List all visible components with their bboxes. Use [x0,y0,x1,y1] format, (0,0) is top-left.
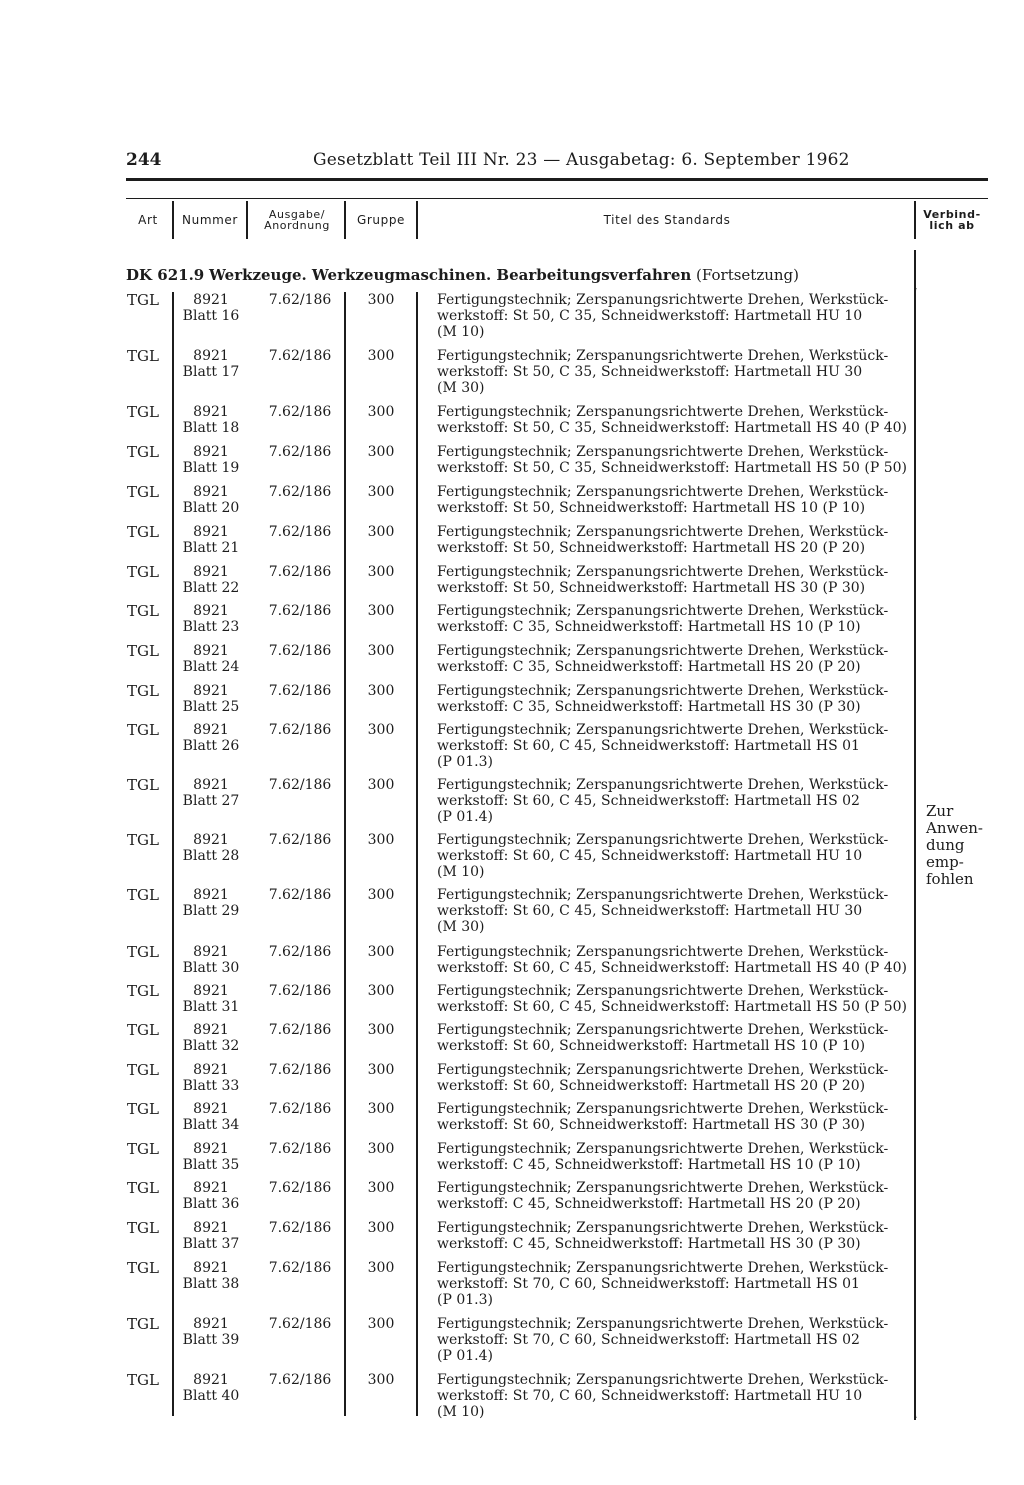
page-number: 244 [126,150,162,170]
cell-blatt-value: Blatt 36 [182,1196,240,1212]
cell-nummer-value: 8921 [193,887,229,903]
cell-titel-line: (P 01.4) [437,1348,493,1364]
cell-nummer [176,832,246,864]
cell-titel-line: Fertigungstechnik; Zerspanungsrichtwerte Drehen, Werkstück- [437,1062,889,1078]
cell-ausgabe: 7.62/186 [268,603,332,619]
cell-blatt-value: Blatt 16 [182,308,240,324]
cell-art: TGL [127,291,159,309]
cell-ausgabe: 7.62/186 [268,1316,332,1332]
cell-blatt-value: Blatt 31 [182,999,240,1015]
cell-art: TGL [127,403,159,421]
cell-nummer-value: 8921 [193,348,229,364]
cell-titel-line: Fertigungstechnik; Zerspanungsrichtwerte Drehen, Werkstück- [437,887,889,903]
cell-titel-line: Fertigungstechnik; Zerspanungsrichtwerte Drehen, Werkstück- [437,1180,889,1196]
cell-nummer [176,683,246,715]
cell-nummer [176,1062,246,1094]
cell-titel-line: werkstoff: St 70, C 60, Schneidwerkstoff: Hartmetall HU 10 [437,1388,863,1404]
cell-titel-line: (M 10) [437,864,485,880]
cell-gruppe: 300 [367,1062,395,1078]
cell-titel [437,983,917,1015]
column-header-gruppe: Gruppe [356,212,406,227]
cell-gruppe: 300 [367,683,395,699]
body-separator [172,292,174,1416]
cell-nummer [176,444,246,476]
cell-nummer-value: 8921 [193,1316,229,1332]
cell-titel-line: Fertigungstechnik; Zerspanungsrichtwerte Drehen, Werkstück- [437,603,889,619]
cell-nummer-value: 8921 [193,944,229,960]
cell-titel [437,832,917,880]
cell-titel [437,404,917,436]
cell-nummer [176,603,246,635]
cell-titel-line: (P 01.3) [437,1292,493,1308]
cell-titel [437,1022,917,1054]
cell-nummer-value: 8921 [193,1372,229,1388]
cell-ausgabe: 7.62/186 [268,348,332,364]
cell-art: TGL [127,886,159,904]
column-header-verbindlich [918,201,986,239]
cell-titel-line: Fertigungstechnik; Zerspanungsrichtwerte Drehen, Werkstück- [437,1316,889,1332]
cell-gruppe: 300 [367,444,395,460]
cell-art: TGL [127,563,159,581]
cell-nummer [176,1372,246,1404]
header-separator [914,201,916,239]
cell-blatt-value: Blatt 25 [182,699,240,715]
cell-ausgabe: 7.62/186 [268,832,332,848]
column-header-ausgabe [252,201,342,239]
body-separator [344,292,346,1416]
cell-titel-line: werkstoff: St 60, C 45, Schneidwerkstoff: Hartmetall HS 02 [437,793,860,809]
cell-art: TGL [127,602,159,620]
cell-gruppe: 300 [367,603,395,619]
header-rule-bottom [126,198,988,199]
cell-blatt-value: Blatt 18 [182,420,240,436]
cell-art: TGL [127,1061,159,1079]
cell-nummer [176,1022,246,1054]
cell-blatt-value: Blatt 30 [182,960,240,976]
cell-titel-line: Fertigungstechnik; Zerspanungsrichtwerte Drehen, Werkstück- [437,1372,889,1388]
cell-art: TGL [127,1100,159,1118]
column-header-titel: Titel des Standards [603,212,731,227]
cell-nummer-value: 8921 [193,603,229,619]
cell-art: TGL [127,982,159,1000]
cell-titel-line: Fertigungstechnik; Zerspanungsrichtwerte Drehen, Werkstück- [437,1220,889,1236]
cell-ausgabe: 7.62/186 [268,1260,332,1276]
cell-titel-line: Fertigungstechnik; Zerspanungsrichtwerte Drehen, Werkstück- [437,643,889,659]
cell-titel-line: Fertigungstechnik; Zerspanungsrichtwerte Drehen, Werkstück- [437,722,889,738]
cell-blatt-value: Blatt 33 [182,1078,240,1094]
column-header-art: Art [138,212,158,227]
cell-blatt-value: Blatt 29 [182,903,240,919]
section-heading [126,266,799,284]
cell-nummer-value: 8921 [193,722,229,738]
cell-titel [437,1141,917,1173]
cell-titel [437,683,917,715]
cell-ausgabe: 7.62/186 [268,887,332,903]
cell-nummer-value: 8921 [193,1101,229,1117]
cell-titel [437,1180,917,1212]
cell-art: TGL [127,1259,159,1277]
header-separator [172,201,174,239]
cell-titel-line: werkstoff: St 60, Schneidwerkstoff: Hartmetall HS 30 (P 30) [437,1117,866,1133]
cell-titel-line: (P 01.3) [437,754,493,770]
cell-ausgabe: 7.62/186 [268,404,332,420]
cell-titel-line: werkstoff: St 50, C 35, Schneidwerkstoff: Hartmetall HS 50 (P 50) [437,460,907,476]
cell-nummer-value: 8921 [193,1141,229,1157]
cell-art: TGL [127,943,159,961]
cell-titel [437,643,917,675]
cell-gruppe: 300 [367,484,395,500]
cell-ausgabe: 7.62/186 [268,444,332,460]
column-header-ausgabe-line1: Ausgabe/ [268,208,326,221]
cell-blatt-value: Blatt 21 [182,540,240,556]
cell-nummer-value: 8921 [193,524,229,540]
cell-titel-line: Fertigungstechnik; Zerspanungsrichtwerte Drehen, Werkstück- [437,777,889,793]
note-line: Anwen- [926,819,983,837]
note-line: emp- [926,853,964,871]
cell-ausgabe: 7.62/186 [268,1141,332,1157]
cell-nummer-value: 8921 [193,983,229,999]
cell-titel-line: werkstoff: St 60, C 45, Schneidwerkstoff: Hartmetall HS 50 (P 50) [437,999,907,1015]
cell-nummer [176,292,246,324]
cell-ausgabe: 7.62/186 [268,983,332,999]
cell-gruppe: 300 [367,777,395,793]
note-line: dung [926,836,965,854]
cell-titel [437,1260,917,1308]
section-title-suffix: (Fortsetzung) [696,266,799,284]
cell-titel-line: Fertigungstechnik; Zerspanungsrichtwerte Drehen, Werkstück- [437,524,889,540]
cell-nummer [176,1260,246,1292]
cell-art: TGL [127,682,159,700]
column-header-verbindlich-line1: Verbind- [923,208,981,221]
cell-gruppe: 300 [367,524,395,540]
cell-nummer-value: 8921 [193,292,229,308]
cell-titel [437,348,917,396]
header-separator [246,201,248,239]
note-line: Zur [926,802,954,820]
cell-titel-line: werkstoff: St 60, C 45, Schneidwerkstoff: Hartmetall HU 10 [437,848,863,864]
note-line: fohlen [926,870,974,888]
cell-titel-line: (M 10) [437,324,485,340]
cell-art: TGL [127,443,159,461]
cell-ausgabe: 7.62/186 [268,1022,332,1038]
cell-titel-line: werkstoff: St 60, C 45, Schneidwerkstoff: Hartmetall HS 01 [437,738,860,754]
cell-titel [437,944,917,976]
cell-titel-line: Fertigungstechnik; Zerspanungsrichtwerte Drehen, Werkstück- [437,444,889,460]
cell-titel-line: Fertigungstechnik; Zerspanungsrichtwerte Drehen, Werkstück- [437,1022,889,1038]
cell-ausgabe: 7.62/186 [268,643,332,659]
cell-gruppe: 300 [367,1101,395,1117]
cell-gruppe: 300 [367,292,395,308]
cell-titel [437,1101,917,1133]
cell-titel [437,1316,917,1364]
cell-nummer-value: 8921 [193,1260,229,1276]
cell-blatt-value: Blatt 17 [182,364,240,380]
cell-ausgabe: 7.62/186 [268,1220,332,1236]
cell-titel [437,524,917,556]
cell-art: TGL [127,1179,159,1197]
cell-ausgabe: 7.62/186 [268,722,332,738]
cell-blatt-value: Blatt 34 [182,1117,240,1133]
cell-titel-line: Fertigungstechnik; Zerspanungsrichtwerte Drehen, Werkstück- [437,832,889,848]
cell-titel-line: Fertigungstechnik; Zerspanungsrichtwerte Drehen, Werkstück- [437,348,889,364]
cell-titel [437,722,917,770]
cell-titel-line: werkstoff: C 45, Schneidwerkstoff: Hartmetall HS 10 (P 10) [437,1157,861,1173]
cell-blatt-value: Blatt 39 [182,1332,240,1348]
cell-blatt-value: Blatt 40 [182,1388,240,1404]
cell-nummer-value: 8921 [193,564,229,580]
cell-gruppe: 300 [367,944,395,960]
column-header-nummer: Nummer [182,212,238,227]
cell-nummer [176,1180,246,1212]
cell-ausgabe: 7.62/186 [268,484,332,500]
cell-titel [437,603,917,635]
cell-art: TGL [127,483,159,501]
section-code: DK 621.9 [126,266,205,284]
cell-titel-line: werkstoff: St 50, C 35, Schneidwerkstoff: Hartmetall HU 30 [437,364,863,380]
cell-gruppe: 300 [367,1372,395,1388]
cell-titel-line: Fertigungstechnik; Zerspanungsrichtwerte Drehen, Werkstück- [437,983,889,999]
cell-titel-line: (M 30) [437,380,485,396]
section-title-text: Werkzeuge. Werkzeugmaschinen. Bearbeitungsverfahren [209,266,692,284]
cell-nummer [176,887,246,919]
cell-art: TGL [127,1371,159,1389]
cell-ausgabe: 7.62/186 [268,944,332,960]
cell-blatt-value: Blatt 24 [182,659,240,675]
cell-gruppe: 300 [367,722,395,738]
cell-blatt-value: Blatt 20 [182,500,240,516]
cell-ausgabe: 7.62/186 [268,777,332,793]
cell-titel [437,292,917,340]
cell-ausgabe: 7.62/186 [268,683,332,699]
cell-nummer [176,983,246,1015]
cell-nummer-value: 8921 [193,484,229,500]
cell-titel-line: werkstoff: C 45, Schneidwerkstoff: Hartmetall HS 30 (P 30) [437,1236,861,1252]
cell-titel-line: werkstoff: St 50, Schneidwerkstoff: Hartmetall HS 10 (P 10) [437,500,866,516]
cell-nummer [176,1316,246,1348]
cell-titel-line: Fertigungstechnik; Zerspanungsrichtwerte Drehen, Werkstück- [437,404,889,420]
cell-nummer [176,404,246,436]
cell-titel [437,1372,917,1420]
header-separator [416,201,418,239]
cell-titel [437,444,917,476]
cell-gruppe: 300 [367,1316,395,1332]
cell-titel [437,564,917,596]
cell-titel-line: werkstoff: St 60, Schneidwerkstoff: Hartmetall HS 20 (P 20) [437,1078,866,1094]
cell-titel-line: werkstoff: St 60, C 45, Schneidwerkstoff: Hartmetall HU 30 [437,903,863,919]
cell-nummer [176,484,246,516]
cell-gruppe: 300 [367,1220,395,1236]
cell-nummer-value: 8921 [193,444,229,460]
cell-nummer [176,1220,246,1252]
cell-ausgabe: 7.62/186 [268,1180,332,1196]
cell-art: TGL [127,721,159,739]
cell-titel-line: werkstoff: St 50, C 35, Schneidwerkstoff: Hartmetall HS 40 (P 40) [437,420,907,436]
cell-ausgabe: 7.62/186 [268,524,332,540]
cell-art: TGL [127,523,159,541]
cell-gruppe: 300 [367,887,395,903]
recommendation-note [926,803,988,888]
cell-titel [437,1220,917,1252]
running-head: Gesetzblatt Teil III Nr. 23 — Ausgabetag: 6. September 1962 [313,150,850,170]
cell-nummer-value: 8921 [193,643,229,659]
cell-titel-line: Fertigungstechnik; Zerspanungsrichtwerte Drehen, Werkstück- [437,292,889,308]
cell-ausgabe: 7.62/186 [268,1372,332,1388]
cell-nummer-value: 8921 [193,777,229,793]
cell-titel [437,484,917,516]
cell-nummer [176,1141,246,1173]
column-header-verbindlich-line2: lich ab [929,219,975,232]
cell-art: TGL [127,1219,159,1237]
cell-gruppe: 300 [367,832,395,848]
cell-art: TGL [127,776,159,794]
cell-nummer-value: 8921 [193,404,229,420]
cell-blatt-value: Blatt 38 [182,1276,240,1292]
cell-gruppe: 300 [367,1022,395,1038]
cell-titel-line: werkstoff: C 35, Schneidwerkstoff: Hartmetall HS 20 (P 20) [437,659,861,675]
cell-titel-line: werkstoff: St 60, C 45, Schneidwerkstoff: Hartmetall HS 40 (P 40) [437,960,907,976]
cell-nummer [176,944,246,976]
cell-titel-line: werkstoff: St 60, Schneidwerkstoff: Hartmetall HS 10 (P 10) [437,1038,866,1054]
cell-nummer [176,348,246,380]
header-separator [344,201,346,239]
cell-nummer [176,643,246,675]
cell-blatt-value: Blatt 22 [182,580,240,596]
cell-titel-line: werkstoff: St 50, Schneidwerkstoff: Hartmetall HS 30 (P 30) [437,580,866,596]
cell-gruppe: 300 [367,404,395,420]
cell-nummer [176,524,246,556]
cell-blatt-value: Blatt 23 [182,619,240,635]
cell-blatt-value: Blatt 27 [182,793,240,809]
cell-titel-line: werkstoff: St 50, Schneidwerkstoff: Hartmetall HS 20 (P 20) [437,540,866,556]
cell-nummer-value: 8921 [193,1220,229,1236]
cell-titel-line: werkstoff: C 45, Schneidwerkstoff: Hartmetall HS 20 (P 20) [437,1196,861,1212]
cell-titel-line: werkstoff: St 70, C 60, Schneidwerkstoff: Hartmetall HS 01 [437,1276,860,1292]
cell-gruppe: 300 [367,564,395,580]
cell-titel-line: Fertigungstechnik; Zerspanungsrichtwerte Drehen, Werkstück- [437,944,889,960]
cell-ausgabe: 7.62/186 [268,292,332,308]
page-header [126,150,986,180]
cell-ausgabe: 7.62/186 [268,564,332,580]
cell-gruppe: 300 [367,1141,395,1157]
cell-nummer-value: 8921 [193,1062,229,1078]
header-rule-top [126,178,988,181]
body-separator [416,292,418,1416]
cell-titel-line: werkstoff: C 35, Schneidwerkstoff: Hartmetall HS 30 (P 30) [437,699,861,715]
cell-titel-line: Fertigungstechnik; Zerspanungsrichtwerte Drehen, Werkstück- [437,683,889,699]
cell-titel-line: werkstoff: C 35, Schneidwerkstoff: Hartmetall HS 10 (P 10) [437,619,861,635]
cell-titel-line: Fertigungstechnik; Zerspanungsrichtwerte Drehen, Werkstück- [437,1141,889,1157]
cell-art: TGL [127,1140,159,1158]
cell-titel-line: (P 01.4) [437,809,493,825]
cell-nummer-value: 8921 [193,1180,229,1196]
cell-ausgabe: 7.62/186 [268,1101,332,1117]
cell-titel-line: Fertigungstechnik; Zerspanungsrichtwerte Drehen, Werkstück- [437,484,889,500]
cell-nummer [176,564,246,596]
cell-nummer-value: 8921 [193,832,229,848]
cell-titel-line: Fertigungstechnik; Zerspanungsrichtwerte Drehen, Werkstück- [437,1260,889,1276]
column-header-ausgabe-line2: Anordnung [264,219,330,232]
cell-blatt-value: Blatt 32 [182,1038,240,1054]
cell-gruppe: 300 [367,348,395,364]
cell-gruppe: 300 [367,1260,395,1276]
cell-nummer [176,722,246,754]
cell-titel-line: (M 10) [437,1404,485,1420]
cell-gruppe: 300 [367,1180,395,1196]
cell-blatt-value: Blatt 37 [182,1236,240,1252]
cell-blatt-value: Blatt 28 [182,848,240,864]
cell-ausgabe: 7.62/186 [268,1062,332,1078]
cell-titel [437,887,917,935]
cell-titel-line: (M 30) [437,919,485,935]
cell-nummer [176,1101,246,1133]
cell-titel-line: werkstoff: St 50, C 35, Schneidwerkstoff: Hartmetall HU 10 [437,308,863,324]
cell-art: TGL [127,642,159,660]
cell-blatt-value: Blatt 35 [182,1157,240,1173]
cell-art: TGL [127,347,159,365]
cell-titel [437,777,917,825]
cell-art: TGL [127,1315,159,1333]
cell-titel-line: Fertigungstechnik; Zerspanungsrichtwerte Drehen, Werkstück- [437,1101,889,1117]
cell-nummer [176,777,246,809]
cell-blatt-value: Blatt 26 [182,738,240,754]
cell-art: TGL [127,1021,159,1039]
cell-gruppe: 300 [367,643,395,659]
cell-nummer-value: 8921 [193,1022,229,1038]
cell-art: TGL [127,831,159,849]
cell-titel [437,1062,917,1094]
cell-nummer-value: 8921 [193,683,229,699]
cell-blatt-value: Blatt 19 [182,460,240,476]
cell-gruppe: 300 [367,983,395,999]
cell-titel-line: werkstoff: St 70, C 60, Schneidwerkstoff: Hartmetall HS 02 [437,1332,860,1348]
cell-titel-line: Fertigungstechnik; Zerspanungsrichtwerte Drehen, Werkstück- [437,564,889,580]
